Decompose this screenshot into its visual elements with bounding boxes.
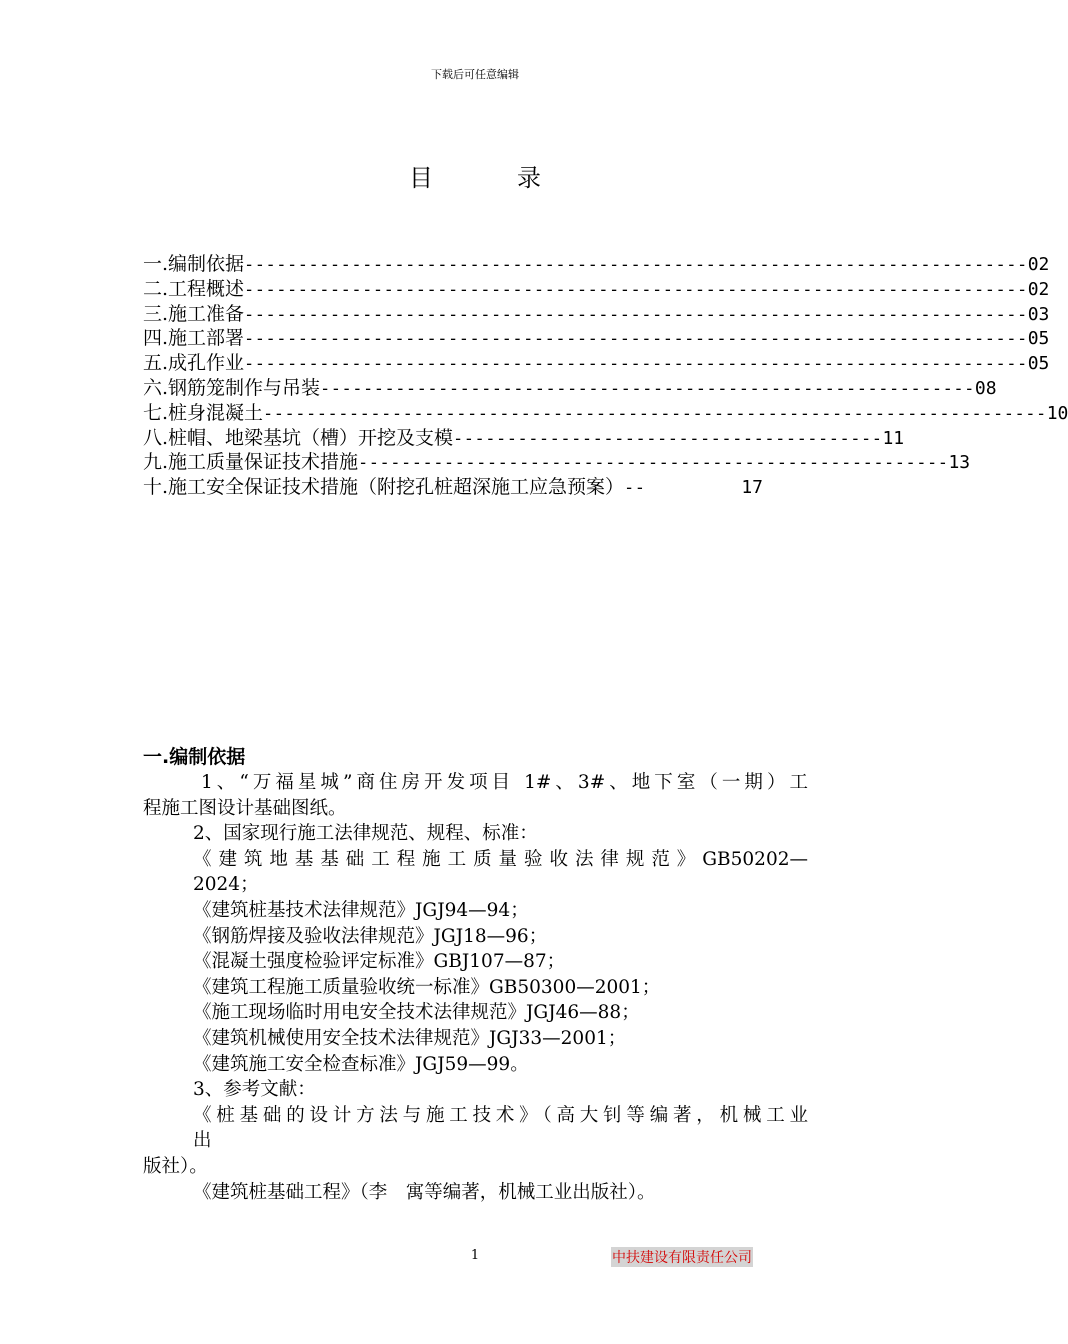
- toc-page-number: 05: [1027, 353, 1050, 375]
- toc-page-number: 02: [1027, 278, 1050, 300]
- toc-entry[interactable]: [143, 447, 971, 474]
- toc-entry-label: 九.施工质量保证技术措施: [143, 451, 359, 474]
- reference-1-line-1: 《桩基础的设计方法与施工技术》（高大钊等编著，机械工业: [193, 1104, 808, 1126]
- toc-title-char-2: 录: [517, 164, 541, 192]
- toc-leader: -------------------------------------------------------------: [320, 378, 975, 399]
- toc-entry[interactable]: [143, 373, 997, 399]
- toc-page-number: 13: [948, 452, 971, 474]
- toc-entry[interactable]: [143, 398, 1068, 424]
- paragraph-item-1-line-1: 1、“万福星城”商住房开发项目 1#、3#、地下室（一期）工: [201, 772, 808, 793]
- toc-entry-label: 二.工程概述: [143, 277, 245, 300]
- reference-1-line-3: 版社）。: [143, 1155, 208, 1177]
- toc-entry[interactable]: [143, 423, 905, 449]
- toc-title: [0, 158, 950, 193]
- standard-item: 《施工现场临时用电安全技术法律规范》JGJ46—88；: [193, 1002, 640, 1024]
- toc-entry-label: 一.编制依据: [143, 253, 245, 275]
- toc-leader: -------------------------------------------------------------------------: [263, 403, 1047, 424]
- page-number: 1: [470, 1248, 480, 1263]
- standard-item: 《建筑工程施工质量验收统一标准》GB50300—2001；: [193, 976, 661, 998]
- toc-leader: ----------------------------------------: [453, 428, 883, 449]
- toc-title-char-1: 目: [409, 164, 433, 192]
- toc-entry-label: 十.施工安全保证技术措施（附挖孔桩超深施工应急预案）: [143, 476, 625, 499]
- toc-page-number: 11: [882, 427, 905, 449]
- paragraph-item-3-title: 3、参考文献：: [193, 1079, 316, 1101]
- section-heading: 一.编制依据: [143, 746, 246, 768]
- standard-item: 《混凝土强度检验评定标准》GBJ107—87；: [193, 951, 566, 973]
- toc-entry-label: 五.成孔作业: [143, 352, 245, 375]
- toc-entry[interactable]: [143, 274, 1050, 300]
- toc-entry-label: 七.桩身混凝土: [143, 401, 264, 424]
- standard-item: 《建筑机械使用安全技术法律规范》JGJ33—2001；: [193, 1027, 627, 1049]
- toc-leader: --: [624, 478, 646, 499]
- section-compilation-basis: [143, 744, 808, 1205]
- paragraph-item-2-title: 2、国家现行施工法律规范、规程、标准：: [193, 823, 538, 845]
- toc-page-number: 08: [974, 377, 997, 399]
- company-name: 中扶建设有限责任公司: [611, 1247, 753, 1267]
- reference-2: 《建筑桩基础工程》（李 寓等编著，机械工业出版社）。: [193, 1181, 656, 1203]
- standard-item: 《建筑桩基技术法律规范》JGJ94—94；: [193, 899, 529, 921]
- toc-entry[interactable]: [143, 348, 1050, 375]
- standard-item-line-1: 《建筑地基基础工程施工质量验收法律规范》GB50202—: [193, 848, 808, 870]
- toc-page-number: 02: [1027, 254, 1050, 275]
- standard-item: 《建筑施工安全检查标准》JGJ59—99。: [193, 1053, 529, 1075]
- paragraph-item-1-line-2: 程施工图设计基础图纸。: [143, 797, 347, 819]
- toc-leader: -------------------------------------------------------------------------: [244, 329, 1028, 350]
- standard-item-line-2: 2024；: [193, 874, 259, 896]
- reference-1-line-2: 出: [193, 1130, 212, 1152]
- standard-item: 《钢筋焊接及验收法律规范》JGJ18—96；: [193, 925, 548, 947]
- toc-entry[interactable]: [143, 249, 1050, 275]
- toc-entry[interactable]: [143, 299, 1050, 325]
- toc-page-number: 17: [741, 477, 763, 499]
- toc-entry-label: 四.施工部署: [143, 327, 245, 350]
- header-note: 下载后可任意编辑: [431, 68, 519, 81]
- toc-entry-label: 三.施工准备: [143, 302, 245, 325]
- toc-leader: -------------------------------------------------------------------------: [244, 279, 1028, 300]
- toc-leader: -------------------------------------------------------------------------: [244, 255, 1028, 275]
- toc-page-number: 05: [1027, 328, 1050, 350]
- toc-entry-label: 八.桩帽、地梁基坑（槽）开挖及支模: [143, 426, 454, 449]
- toc-page-number: 03: [1027, 303, 1050, 325]
- toc-page-number: 10: [1046, 402, 1068, 424]
- table-of-contents: [143, 249, 1068, 499]
- toc-leader: -------------------------------------------------------------------------: [244, 354, 1028, 375]
- toc-entry-label: 六.钢筋笼制作与吊装: [143, 376, 321, 399]
- toc-entry[interactable]: [143, 323, 1050, 350]
- toc-entry[interactable]: [143, 472, 763, 497]
- toc-leader: -------------------------------------------------------------------------: [244, 304, 1028, 325]
- toc-leader: -------------------------------------------------------: [358, 453, 949, 474]
